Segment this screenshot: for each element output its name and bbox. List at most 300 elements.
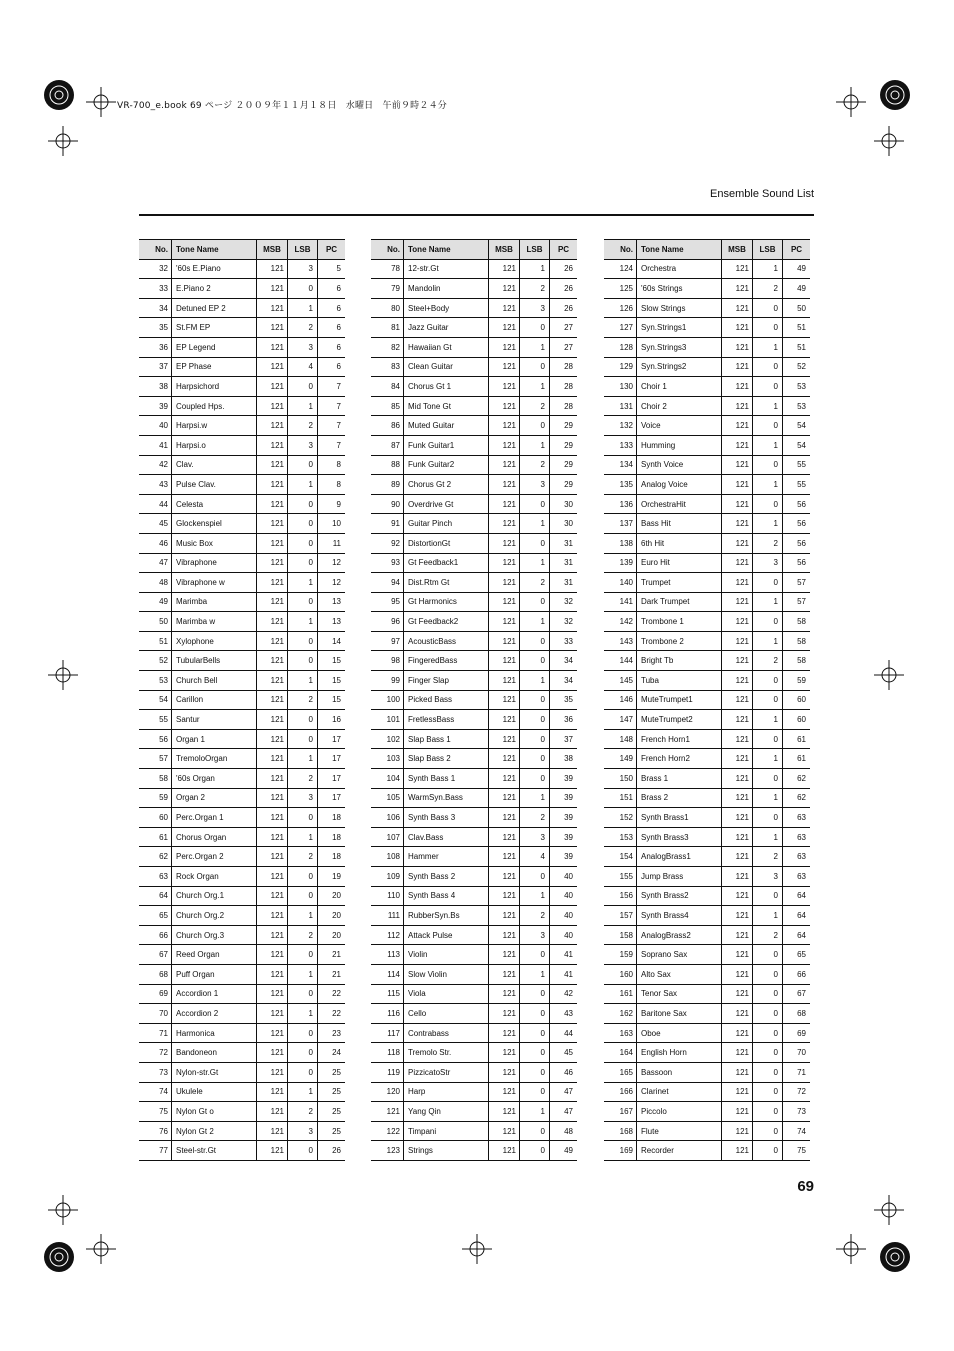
- cell-tone-name: Bandoneon: [172, 1043, 257, 1063]
- table-row: [371, 1062, 577, 1082]
- table-row: [139, 1043, 345, 1063]
- cell-msb: 121: [722, 710, 753, 730]
- table-row: [371, 1102, 577, 1122]
- cell-lsb: 0: [520, 1141, 550, 1161]
- cell-msb: 121: [489, 592, 520, 612]
- cell-no: 54: [139, 690, 172, 710]
- table-row: [604, 749, 810, 769]
- cell-lsb: 1: [753, 592, 783, 612]
- cell-msb: 121: [257, 769, 288, 789]
- cell-pc: 21: [318, 964, 346, 984]
- cell-msb: 121: [489, 906, 520, 926]
- cell-tone-name: Funk Guitar1: [404, 435, 489, 455]
- table-row: [604, 1004, 810, 1024]
- cell-no: 145: [604, 671, 637, 691]
- cell-no: 148: [604, 729, 637, 749]
- cell-msb: 121: [489, 984, 520, 1004]
- cell-pc: 31: [550, 553, 578, 573]
- cell-msb: 121: [257, 1023, 288, 1043]
- header-pc: PC: [550, 240, 578, 260]
- cell-pc: 6: [318, 357, 346, 377]
- cell-tone-name: Reed Organ: [172, 945, 257, 965]
- header-msb: MSB: [257, 240, 288, 260]
- cell-lsb: 2: [520, 396, 550, 416]
- page-number: 69: [797, 1178, 814, 1195]
- cell-no: 117: [371, 1023, 404, 1043]
- cell-no: 56: [139, 729, 172, 749]
- cell-msb: 121: [489, 298, 520, 318]
- cell-lsb: 0: [753, 808, 783, 828]
- cell-pc: 5: [318, 259, 346, 279]
- cell-msb: 121: [489, 1121, 520, 1141]
- cell-no: 58: [139, 769, 172, 789]
- cell-no: 132: [604, 416, 637, 436]
- cell-tone-name: Gt Feedback1: [404, 553, 489, 573]
- cell-no: 41: [139, 435, 172, 455]
- cell-pc: 37: [550, 729, 578, 749]
- table-row: [604, 435, 810, 455]
- cell-lsb: 0: [288, 279, 318, 299]
- cell-tone-name: Baritone Sax: [637, 1004, 722, 1024]
- cell-lsb: 0: [520, 690, 550, 710]
- cell-lsb: 2: [753, 279, 783, 299]
- cell-tone-name: Perc.Organ 2: [172, 847, 257, 867]
- cell-pc: 49: [550, 1141, 578, 1161]
- cell-no: 39: [139, 396, 172, 416]
- table-row: [139, 377, 345, 397]
- table-row: [371, 1043, 577, 1063]
- table-row: [139, 984, 345, 1004]
- cell-no: 147: [604, 710, 637, 730]
- cell-tone-name: Muted Guitar: [404, 416, 489, 436]
- cell-lsb: 1: [520, 337, 550, 357]
- cell-msb: 121: [489, 925, 520, 945]
- cell-tone-name: French Horn1: [637, 729, 722, 749]
- cell-pc: 57: [783, 573, 811, 593]
- cell-msb: 121: [722, 769, 753, 789]
- table-row: [371, 318, 577, 338]
- cell-lsb: 4: [520, 847, 550, 867]
- cell-msb: 121: [489, 1004, 520, 1024]
- cell-pc: 51: [783, 318, 811, 338]
- cell-tone-name: Rock Organ: [172, 867, 257, 887]
- cell-lsb: 1: [520, 435, 550, 455]
- cell-no: 133: [604, 435, 637, 455]
- cell-msb: 121: [722, 435, 753, 455]
- table-row: [604, 925, 810, 945]
- table-row: [371, 514, 577, 534]
- cell-msb: 121: [489, 475, 520, 495]
- cell-no: 118: [371, 1043, 404, 1063]
- cell-lsb: 0: [520, 1004, 550, 1024]
- cell-tone-name: Steel+Body: [404, 298, 489, 318]
- cell-pc: 61: [783, 749, 811, 769]
- cell-tone-name: Syn.Strings3: [637, 337, 722, 357]
- table-row: [604, 631, 810, 651]
- cell-tone-name: Church Org.2: [172, 906, 257, 926]
- table-row: [139, 357, 345, 377]
- cell-tone-name: Brass 2: [637, 788, 722, 808]
- table-row: [604, 1043, 810, 1063]
- cell-pc: 26: [550, 259, 578, 279]
- table-row: [139, 553, 345, 573]
- cell-lsb: 3: [288, 259, 318, 279]
- cell-tone-name: Gt Feedback2: [404, 612, 489, 632]
- cell-pc: 32: [550, 612, 578, 632]
- crosshair-icon: [86, 87, 116, 117]
- cell-lsb: 1: [520, 886, 550, 906]
- cell-msb: 121: [722, 1082, 753, 1102]
- cell-no: 43: [139, 475, 172, 495]
- table-row: [604, 298, 810, 318]
- cell-no: 83: [371, 357, 404, 377]
- cell-lsb: 1: [520, 553, 550, 573]
- table-row: [604, 494, 810, 514]
- cell-msb: 121: [257, 1082, 288, 1102]
- cell-no: 167: [604, 1102, 637, 1122]
- cell-pc: 56: [783, 494, 811, 514]
- cell-no: 38: [139, 377, 172, 397]
- cell-msb: 121: [489, 337, 520, 357]
- table-row: [604, 416, 810, 436]
- cell-no: 150: [604, 769, 637, 789]
- table-row: [371, 337, 577, 357]
- cell-msb: 121: [722, 357, 753, 377]
- cell-tone-name: Santur: [172, 710, 257, 730]
- cell-no: 70: [139, 1004, 172, 1024]
- cell-msb: 121: [722, 377, 753, 397]
- cell-msb: 121: [257, 690, 288, 710]
- cell-msb: 121: [489, 1043, 520, 1063]
- cell-tone-name: Harpsi.w: [172, 416, 257, 436]
- table-row: [371, 906, 577, 926]
- table-row: [139, 1141, 345, 1161]
- cell-pc: 20: [318, 925, 346, 945]
- cell-lsb: 0: [520, 1043, 550, 1063]
- cell-lsb: 0: [753, 1141, 783, 1161]
- cell-msb: 121: [489, 1082, 520, 1102]
- cell-no: 128: [604, 337, 637, 357]
- cell-lsb: 1: [753, 337, 783, 357]
- cell-pc: 7: [318, 396, 346, 416]
- table-row: [604, 573, 810, 593]
- header-no: No.: [139, 240, 172, 260]
- table-row: [371, 279, 577, 299]
- crosshair-icon: [836, 1234, 866, 1264]
- table-row: [604, 964, 810, 984]
- cell-no: 113: [371, 945, 404, 965]
- cell-lsb: 0: [520, 494, 550, 514]
- cell-pc: 55: [783, 455, 811, 475]
- cell-no: 161: [604, 984, 637, 1004]
- cell-tone-name: Synth Bass 3: [404, 808, 489, 828]
- cell-msb: 121: [257, 788, 288, 808]
- cell-pc: 56: [783, 533, 811, 553]
- cell-tone-name: Jazz Guitar: [404, 318, 489, 338]
- cell-no: 44: [139, 494, 172, 514]
- table-row: [139, 964, 345, 984]
- cell-no: 151: [604, 788, 637, 808]
- cell-lsb: 0: [520, 945, 550, 965]
- cell-msb: 121: [257, 651, 288, 671]
- cell-no: 116: [371, 1004, 404, 1024]
- cell-lsb: 3: [753, 867, 783, 887]
- cell-tone-name: Slap Bass 1: [404, 729, 489, 749]
- cell-no: 104: [371, 769, 404, 789]
- cell-pc: 41: [550, 964, 578, 984]
- cell-lsb: 2: [753, 651, 783, 671]
- cell-pc: 57: [783, 592, 811, 612]
- cell-tone-name: Marimba w: [172, 612, 257, 632]
- cell-lsb: 0: [288, 867, 318, 887]
- cell-msb: 121: [722, 573, 753, 593]
- table-row: [139, 729, 345, 749]
- cell-lsb: 0: [753, 1082, 783, 1102]
- cell-tone-name: Accordion 1: [172, 984, 257, 1004]
- cell-msb: 121: [257, 494, 288, 514]
- cell-lsb: 2: [520, 573, 550, 593]
- cell-tone-name: Glockenspiel: [172, 514, 257, 534]
- cell-no: 35: [139, 318, 172, 338]
- table-row: [139, 847, 345, 867]
- cell-lsb: 3: [520, 298, 550, 318]
- cell-msb: 121: [722, 553, 753, 573]
- table-row: [139, 592, 345, 612]
- table-row: [604, 318, 810, 338]
- cell-pc: 14: [318, 631, 346, 651]
- header-tone-name: Tone Name: [404, 240, 489, 260]
- cell-msb: 121: [489, 769, 520, 789]
- cell-pc: 38: [550, 749, 578, 769]
- cell-no: 166: [604, 1082, 637, 1102]
- cell-msb: 121: [257, 729, 288, 749]
- cell-pc: 31: [550, 573, 578, 593]
- table-row: [604, 475, 810, 495]
- cell-msb: 121: [257, 573, 288, 593]
- cell-tone-name: Church Bell: [172, 671, 257, 691]
- cell-lsb: 2: [753, 533, 783, 553]
- table-row: [139, 298, 345, 318]
- crosshair-icon: [874, 660, 904, 690]
- cell-no: 131: [604, 396, 637, 416]
- cell-tone-name: Timpani: [404, 1121, 489, 1141]
- cell-tone-name: '60s Organ: [172, 769, 257, 789]
- cell-tone-name: Orchestra: [637, 259, 722, 279]
- cell-msb: 121: [489, 1062, 520, 1082]
- cell-no: 59: [139, 788, 172, 808]
- cell-msb: 121: [257, 1004, 288, 1024]
- cell-tone-name: Bass Hit: [637, 514, 722, 534]
- cell-pc: 56: [783, 514, 811, 534]
- cell-lsb: 3: [520, 925, 550, 945]
- cell-no: 152: [604, 808, 637, 828]
- cell-no: 159: [604, 945, 637, 965]
- cell-msb: 121: [257, 298, 288, 318]
- cell-lsb: 1: [753, 435, 783, 455]
- cell-msb: 121: [722, 416, 753, 436]
- header-lsb: LSB: [520, 240, 550, 260]
- cell-pc: 22: [318, 984, 346, 1004]
- cell-tone-name: Nylon Gt 2: [172, 1121, 257, 1141]
- cell-tone-name: English Horn: [637, 1043, 722, 1063]
- cell-msb: 121: [722, 475, 753, 495]
- table-row: [371, 827, 577, 847]
- cell-msb: 121: [489, 1023, 520, 1043]
- cell-lsb: 0: [288, 710, 318, 730]
- cell-lsb: 0: [753, 357, 783, 377]
- crosshair-icon: [86, 1234, 116, 1264]
- cell-msb: 121: [489, 1141, 520, 1161]
- cell-lsb: 1: [753, 827, 783, 847]
- cell-lsb: 0: [753, 1043, 783, 1063]
- cell-pc: 23: [318, 1023, 346, 1043]
- cell-lsb: 1: [288, 573, 318, 593]
- table-row: [604, 533, 810, 553]
- cell-msb: 121: [257, 259, 288, 279]
- cell-no: 144: [604, 651, 637, 671]
- cell-pc: 8: [318, 455, 346, 475]
- cell-tone-name: AnalogBrass1: [637, 847, 722, 867]
- table-row: [604, 788, 810, 808]
- cell-msb: 121: [722, 690, 753, 710]
- cell-tone-name: EP Phase: [172, 357, 257, 377]
- cell-tone-name: Trombone 2: [637, 631, 722, 651]
- cell-lsb: 2: [288, 769, 318, 789]
- cell-no: 110: [371, 886, 404, 906]
- cell-tone-name: OrchestraHit: [637, 494, 722, 514]
- table-row: [139, 396, 345, 416]
- cell-tone-name: Piccolo: [637, 1102, 722, 1122]
- book-slug: VR-700_e.book 69 ページ ２００９年１１月１８日 水曜日 午前９時２４分: [117, 101, 447, 111]
- table-row: [371, 729, 577, 749]
- cell-no: 127: [604, 318, 637, 338]
- cell-lsb: 1: [520, 612, 550, 632]
- cell-tone-name: Synth Brass1: [637, 808, 722, 828]
- cell-lsb: 1: [288, 396, 318, 416]
- cell-pc: 12: [318, 553, 346, 573]
- cell-tone-name: Vibraphone w: [172, 573, 257, 593]
- cell-no: 158: [604, 925, 637, 945]
- cell-tone-name: Synth Brass3: [637, 827, 722, 847]
- table-row: [371, 867, 577, 887]
- cell-lsb: 3: [288, 1121, 318, 1141]
- cell-lsb: 0: [753, 318, 783, 338]
- cell-lsb: 0: [520, 1082, 550, 1102]
- cell-no: 69: [139, 984, 172, 1004]
- cell-lsb: 2: [520, 455, 550, 475]
- cell-no: 61: [139, 827, 172, 847]
- cell-lsb: 0: [753, 964, 783, 984]
- cell-pc: 72: [783, 1082, 811, 1102]
- cell-no: 126: [604, 298, 637, 318]
- cell-no: 71: [139, 1023, 172, 1043]
- cell-no: 92: [371, 533, 404, 553]
- cell-lsb: 0: [288, 945, 318, 965]
- table-row: [371, 298, 577, 318]
- registration-target-icon: [878, 78, 912, 112]
- cell-no: 146: [604, 690, 637, 710]
- cell-tone-name: Chorus Gt 1: [404, 377, 489, 397]
- cell-lsb: 1: [288, 671, 318, 691]
- cell-lsb: 1: [288, 964, 318, 984]
- cell-tone-name: FingeredBass: [404, 651, 489, 671]
- cell-msb: 121: [489, 279, 520, 299]
- table-row: [371, 847, 577, 867]
- cell-tone-name: Mandolin: [404, 279, 489, 299]
- cell-lsb: 2: [288, 1102, 318, 1122]
- cell-msb: 121: [257, 1062, 288, 1082]
- cell-lsb: 0: [753, 612, 783, 632]
- cell-no: 142: [604, 612, 637, 632]
- cell-lsb: 1: [520, 514, 550, 534]
- cell-msb: 121: [489, 318, 520, 338]
- cell-no: 67: [139, 945, 172, 965]
- cell-lsb: 1: [520, 788, 550, 808]
- cell-lsb: 0: [753, 690, 783, 710]
- cell-pc: 40: [550, 906, 578, 926]
- cell-no: 73: [139, 1062, 172, 1082]
- cell-msb: 121: [722, 729, 753, 749]
- cell-lsb: 0: [753, 886, 783, 906]
- cell-no: 98: [371, 651, 404, 671]
- cell-lsb: 0: [753, 455, 783, 475]
- table-row: [139, 612, 345, 632]
- cell-tone-name: Harp: [404, 1082, 489, 1102]
- cell-msb: 121: [257, 553, 288, 573]
- table-row: [604, 1062, 810, 1082]
- cell-tone-name: Pulse Clav.: [172, 475, 257, 495]
- table-row: [604, 945, 810, 965]
- cell-no: 64: [139, 886, 172, 906]
- cell-no: 106: [371, 808, 404, 828]
- cell-pc: 60: [783, 710, 811, 730]
- table-row: [604, 671, 810, 691]
- table-row: [604, 690, 810, 710]
- cell-lsb: 2: [753, 925, 783, 945]
- cell-no: 109: [371, 867, 404, 887]
- cell-tone-name: Carillon: [172, 690, 257, 710]
- cell-pc: 67: [783, 984, 811, 1004]
- cell-no: 85: [371, 396, 404, 416]
- cell-msb: 121: [722, 337, 753, 357]
- table-row: [371, 435, 577, 455]
- cell-tone-name: Violin: [404, 945, 489, 965]
- cell-pc: 64: [783, 925, 811, 945]
- cell-lsb: 0: [753, 573, 783, 593]
- cell-msb: 121: [489, 435, 520, 455]
- cell-msb: 121: [489, 396, 520, 416]
- cell-lsb: 0: [753, 984, 783, 1004]
- cell-msb: 121: [489, 847, 520, 867]
- cell-lsb: 0: [520, 867, 550, 887]
- cell-lsb: 0: [753, 1004, 783, 1024]
- table-row: [139, 808, 345, 828]
- cell-pc: 40: [550, 886, 578, 906]
- cell-tone-name: RubberSyn.Bs: [404, 906, 489, 926]
- table-row: [371, 1141, 577, 1161]
- cell-pc: 74: [783, 1121, 811, 1141]
- table-row: [371, 964, 577, 984]
- cell-pc: 8: [318, 475, 346, 495]
- cell-no: 107: [371, 827, 404, 847]
- cell-lsb: 4: [288, 357, 318, 377]
- cell-msb: 121: [257, 749, 288, 769]
- cell-no: 141: [604, 592, 637, 612]
- cell-pc: 25: [318, 1102, 346, 1122]
- cell-no: 47: [139, 553, 172, 573]
- table-row: [371, 533, 577, 553]
- header-msb: MSB: [489, 240, 520, 260]
